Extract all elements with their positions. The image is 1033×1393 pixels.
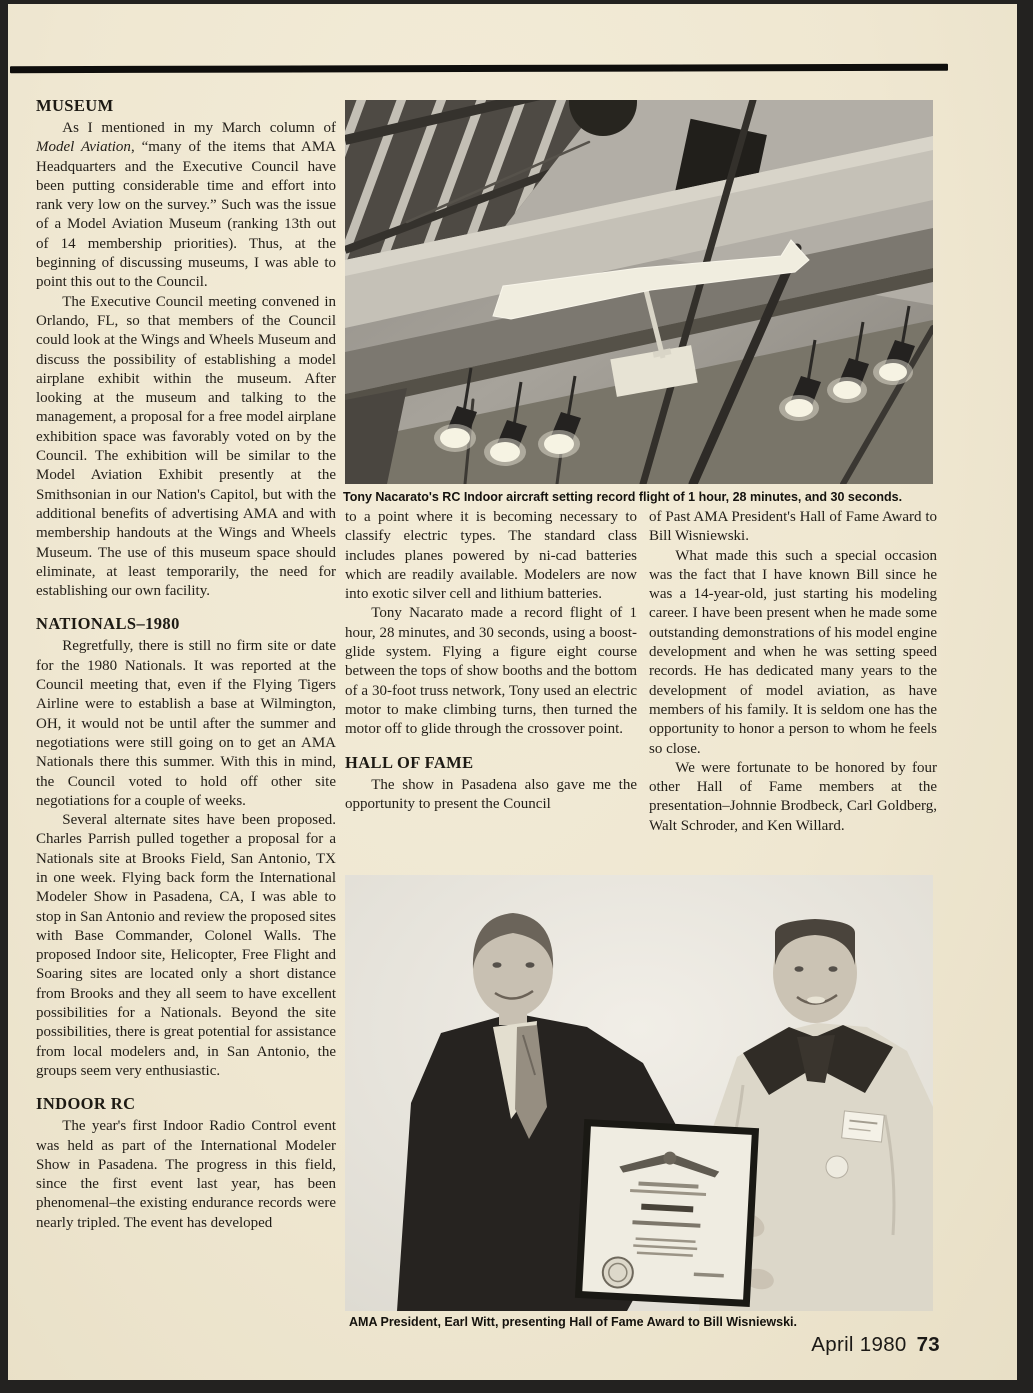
paragraph: The Executive Council meeting convened in Orlando, FL, so that members of the Council could look at the Wings and Wheels Museum and discuss the possibility of establishing a model airplane exhibit within the museum. After looking at the museum and talking to the management, a proposal for a free model airplane exhibition space was favorably voted on by the Council. The exhibition will be similar to the Model Aviation Exhibit presently at the Smithsonian in our Nation's Capitol, but with the additional benefits of advertising AMA and with membership handouts at the Wings and Wheels Museum. The use of this museum space should eliminate, at least temporarily, the need for establishing our own facility. [36,293,336,600]
indoor-aircraft-photo [345,100,933,484]
name-tag [842,1111,885,1142]
column-right [649,508,937,836]
paragraph: of Past AMA President's Hall of Fame Award to Bill Wisniewski. [649,509,937,545]
section-heading-indoor-rc: INDOOR RC [36,1094,136,1114]
section-heading-nationals: NATIONALS–1980 [36,614,180,634]
paragraph-text: , “many of the items that AMA Headquarters and the Executive Council have been putting considerable time and effort into rank very low on the survey.” Such was the issue of a Model Aviation Museum (ranking 13th out of 14 membership priorities). Thus, at the beginning of discussing museums, I was able to point this out to the Council. [36,139,336,291]
paragraph: Regretfully, there is still no firm site or date for the 1980 Nationals. It was reported at the Council meeting that, even if the Flying Tigers Airline were to establish a base at Wilmington, OH, it would not be until after the summer and negotiations were still going on to get an AMA Nationals there this summer. With this in mind, the Council voted to hold off other site negotiations for a couple of weeks. [36,638,336,809]
section-heading-hall-of-fame: HALL OF FAME [345,752,474,772]
column-left [36,96,336,1368]
paragraph: Tony Nacarato made a record flight of 1 hour, 28 minutes, and 30 seconds, using a boost-glide system. Flying a figure eight course between the tops of show booths and the bottom of a 30-foot truss network, Tony used an electric motor to make climbing turns, then turned the motor off to glide through the crossover point. [345,605,637,738]
paragraph-text: As I mentioned in my March column of [62,120,336,136]
certificate [579,1123,756,1304]
paragraph: to a point where it is becoming necessary to classify electric types. The standard class includes planes powered by ni-cad batteries which are readily available. Modelers are now into exotic silver cell and lithium batteries. [345,509,637,603]
seal [602,1257,634,1289]
page-footer [640,1333,940,1357]
magazine-page [8,4,1017,1380]
award-presentation-photo [345,875,933,1311]
award-presentation-scene [345,875,933,1311]
paragraph: The year's first Indoor Radio Control event was held as part of the International Modeler Show in Pasadena. The progress in this field, since the first event last year, has been phenomenal–the existing endurance records were nearly tripled. The event has developed [36,1118,336,1231]
paragraph: What made this such a special occasion was the fact that I have known Bill since he was a 14-year-old, just starting his modeling career. I have been present when he made some outstanding demonstrations of his model engine development and when he was setting speed records. He has dedicated many years to the development of model aviation, as have members of his family. It is seldom one has the opportunity to honor a person to whom he feels so close. [649,547,937,757]
paragraph: Several alternate sites have been proposed. Charles Parrish pulled together a proposal for a Nationals site at Brooks Field, San Antonio, TX in one week. Flying back form the International Modeler Show in Pasadena, CA, I was able to stop in San Antonio and review the proposed sites with Base Commander, Colonel Walls. The proposed Indoor site, Helicopter, Free Flight and Soaring sites are located only a short distance from Brooks and they all seem to have excellent possibilities for a Nationals. Beyond the site possibilities, there is great potential for assistance from local modelers and, in San Antonio, the groups seem very enthusiastic. [36,812,336,1079]
round-badge [826,1156,848,1178]
paragraph [36,119,336,293]
photo-caption-bottom: AMA President, Earl Witt, presenting Hall of Fame Award to Bill Wisniewski. [349,1315,798,1329]
paragraph: We were fortunate to be honored by four other Hall of Fame members at the presentation–Johnnie Brodbeck, Carl Goldberg, Walt Schroder, and Ken Willard. [649,759,937,834]
indoor-ceiling-scene [345,100,933,484]
section-heading-museum: MUSEUM [36,96,114,115]
masthead-rule [10,64,948,73]
magazine-title-italic: Model Aviation [36,139,131,156]
photo-caption-top: Tony Nacarato's RC Indoor aircraft setting record flight of 1 hour, 28 minutes, and 30 seconds. [343,490,903,504]
paragraph: The show in Pasadena also gave me the opportunity to present the Council [345,776,637,812]
issue-date: April 1980 [811,1333,907,1356]
column-middle [345,508,637,814]
page-number: 73 [916,1333,940,1356]
